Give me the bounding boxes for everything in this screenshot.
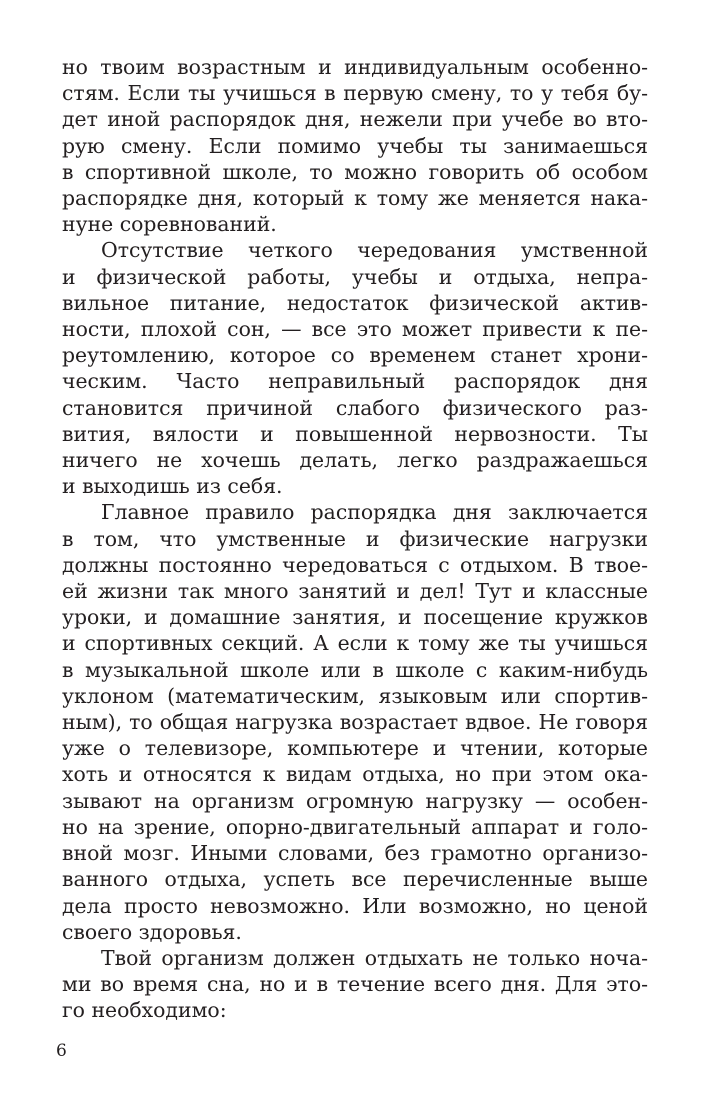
- text-line: и выходишь из себя.: [62, 474, 283, 499]
- text-line: ей жизни так много занятий и дел! Тут и классные: [62, 579, 648, 604]
- text-line: но твоим возрастным и индивидуальным особенно-: [62, 55, 648, 79]
- text-line: но на зрение, опорно-двигательный аппарат и голо-: [62, 814, 648, 839]
- text-line: ным), то общая нагрузка возрастает вдвое. Не говоря: [62, 710, 648, 735]
- paragraph-4: [62, 945, 648, 1024]
- text-line: дела просто невозможно. Или возможно, но ценой: [62, 893, 648, 918]
- text-line: распорядке дня, который к тому же меняется нака-: [62, 186, 648, 211]
- text-line: вильное питание, недостаток физической актив-: [62, 290, 648, 315]
- text-line: вной мозг. Иными словами, без грамотно организо-: [62, 841, 648, 866]
- text-line: Главное правило распорядка дня заключается: [101, 500, 648, 525]
- text-line: ничего не хочешь делать, легко раздражаешься: [62, 448, 648, 473]
- text-line: уже о телевизоре, компьютере и чтении, которые: [62, 736, 648, 761]
- text-line: вития, вялости и повышенной нервозности. Ты: [62, 421, 648, 446]
- text-line: ванного отдыха, успеть все перечисленные выше: [62, 867, 648, 892]
- text-line: рую смену. Если помимо учебы ты занимаешься: [62, 133, 648, 158]
- text-line: реутомлению, которое со временем станет хрони-: [62, 343, 648, 368]
- text-line: должны постоянно чередоваться с отдыхом. В твое-: [62, 552, 648, 577]
- text-line: уроки, и домашние занятия, и посещение кружков: [62, 605, 648, 630]
- text-line: в спортивной школе, то можно говорить об особом: [62, 159, 648, 184]
- text-line: и физической работы, учебы и отдыха, непра-: [62, 264, 648, 289]
- text-line: ми во время сна, но и в течение всего дня. Для это-: [62, 972, 648, 997]
- paragraph-2: [62, 237, 648, 499]
- text-line: Отсутствие четкого чередования умственной: [101, 238, 648, 263]
- text-line: своего здоровья.: [62, 919, 242, 944]
- text-line: го необходимо:: [62, 998, 227, 1023]
- text-line: становится причиной слабого физического раз-: [62, 395, 648, 420]
- text-line: и спортивных секций. А если к тому же ты учишься: [62, 631, 648, 656]
- text-line: уклоном (математическим, языковым или спортив-: [62, 683, 648, 708]
- paragraph-1: [62, 54, 648, 237]
- text-line: стям. Если ты учишься в первую смену, то у тебя бу-: [62, 81, 648, 106]
- text-line: нуне соревнований.: [62, 212, 277, 237]
- text-line: в том, что умственные и физические нагрузки: [62, 526, 648, 551]
- text-line: зывают на организм огромную нагрузку — особен-: [62, 788, 648, 813]
- paragraph-3: [62, 499, 648, 944]
- text-line: в музыкальной школе или в школе с каким-нибудь: [62, 657, 648, 682]
- text-line: хоть и относятся к видам отдыха, но при этом ока-: [62, 762, 648, 787]
- text-line: Твой организм должен отдыхать не только ноча-: [101, 945, 648, 970]
- text-line: ности, плохой сон, — все это может привести к пе-: [62, 317, 648, 342]
- text-line: дет иной распорядок дня, нежели при учебе во вто-: [62, 107, 648, 132]
- page-body: [62, 54, 648, 1024]
- text-line: ческим. Часто неправильный распорядок дня: [62, 369, 648, 394]
- page-number: 6: [56, 1041, 67, 1061]
